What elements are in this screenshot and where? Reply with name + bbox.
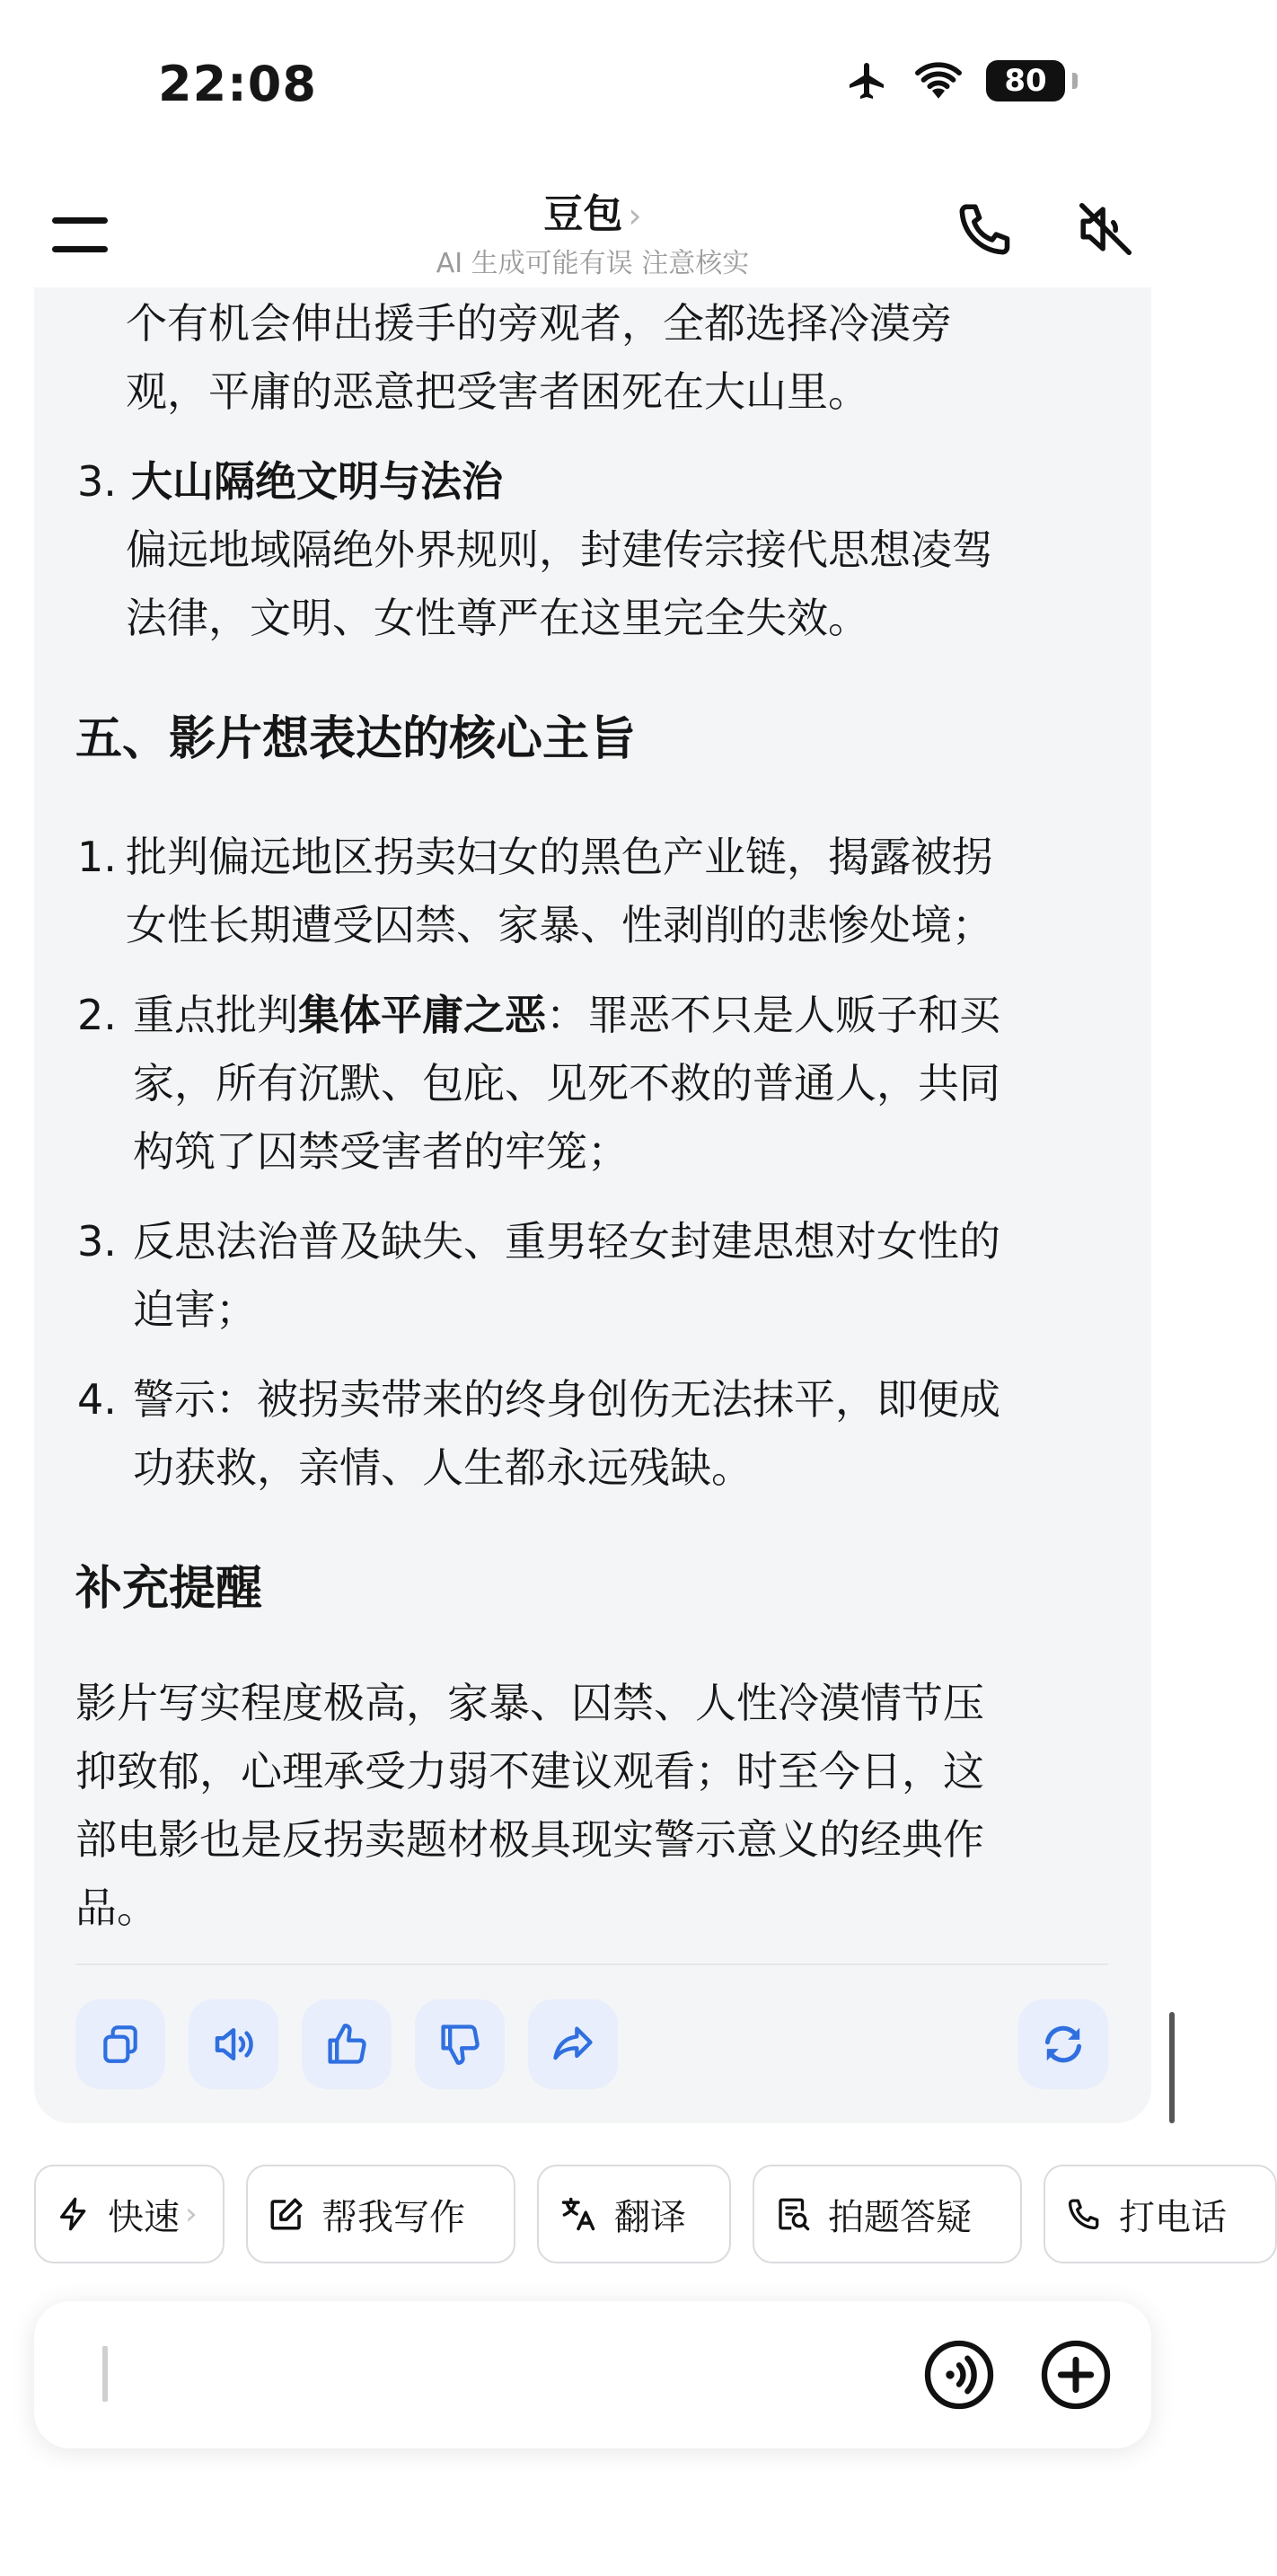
airplane-icon — [844, 59, 891, 102]
quick-actions-bar — [34, 2165, 1227, 2267]
lightning-icon — [56, 2194, 92, 2234]
chip-label: 打电话 — [1119, 2196, 1227, 2238]
answer-text-line — [133, 988, 1000, 1042]
chat-header — [0, 171, 1185, 287]
section-heading: 五、影片想表达的核心主旨 — [75, 712, 637, 766]
chip-quick-mode[interactable] — [34, 2165, 225, 2263]
share-button[interactable] — [528, 1999, 618, 2089]
text-span: ：罪恶不只是人贩子和买 — [546, 991, 1000, 1039]
answer-text-line: 构筑了囚禁受害者的牢笼； — [133, 1127, 629, 1176]
wifi-icon — [914, 61, 963, 101]
answer-text-line: 家，所有沉默、包庇、见死不救的普通人，共同 — [133, 1059, 1000, 1107]
regenerate-button[interactable] — [1018, 1999, 1108, 2089]
message-input-bar[interactable] — [34, 2301, 1151, 2448]
answer-text-line: 反思法治普及缺失、重男轻女封建思想对女性的 — [133, 1217, 1000, 1266]
chip-photo-question[interactable] — [753, 2165, 1022, 2263]
phone-call-icon[interactable] — [954, 198, 1017, 260]
text-cursor — [102, 2346, 108, 2402]
scrollbar[interactable] — [1169, 2012, 1175, 2123]
battery-level: 80 — [986, 60, 1065, 101]
translate-icon — [559, 2194, 598, 2234]
chip-label: 快速 — [108, 2196, 180, 2238]
answer-text-line: 女性长期遭受囚禁、家暴、性剥削的悲惨处境； — [126, 901, 993, 949]
list-number: 1. — [77, 833, 117, 881]
like-button[interactable] — [302, 1999, 392, 2089]
answer-text-line: 批判偏远地区拐卖妇女的黑色产业链，揭露被拐 — [126, 833, 993, 881]
battery-icon — [986, 60, 1069, 101]
answer-text-line: 部电影也是反拐卖题材极具现实警示意义的经典作 — [75, 1815, 984, 1864]
voice-input-icon[interactable] — [923, 2339, 995, 2411]
chip-translate[interactable] — [537, 2165, 731, 2263]
thumbs-down-icon — [436, 2021, 483, 2068]
status-icons — [844, 59, 1069, 102]
answer-text-line: 抑致郁，心理承受力弱不建议观看；时至今日，这 — [75, 1747, 984, 1795]
answer-text-line: 法律，文明、女性尊严在这里完全失效。 — [126, 594, 869, 642]
list-number: 4. — [77, 1375, 117, 1424]
chevron-right-icon: › — [185, 2196, 198, 2232]
answer-card — [34, 269, 1151, 2123]
list-item-title: 大山隔绝文明与法治 — [131, 457, 503, 506]
edit-icon — [268, 2195, 305, 2233]
read-aloud-button[interactable] — [189, 1999, 278, 2089]
copy-icon — [98, 2022, 143, 2067]
list-number: 2. — [77, 991, 117, 1039]
answer-text-line: 警示：被拐卖带来的终身创伤无法抹平，即便成 — [133, 1375, 1000, 1424]
divider — [75, 1963, 1108, 1965]
scan-question-icon — [774, 2194, 812, 2234]
status-bar — [0, 0, 1185, 171]
chip-label: 翻译 — [614, 2196, 686, 2238]
chip-label: 帮我写作 — [321, 2196, 465, 2238]
list-number: 3. — [77, 457, 117, 506]
chevron-right-icon: › — [628, 196, 642, 235]
answer-text-line: 观，平庸的恶意把受害者困死在大山里。 — [126, 367, 869, 416]
copy-button[interactable] — [75, 1999, 165, 2089]
text-span: 重点批判 — [133, 991, 298, 1039]
chip-help-me-write[interactable] — [246, 2165, 515, 2263]
chat-title-text: 豆包 — [543, 191, 623, 237]
section-heading: 补充提醒 — [75, 1562, 263, 1616]
thumbs-up-icon — [323, 2021, 370, 2068]
answer-text-line: 偏远地域隔绝外界规则，封建传宗接代思想凌驾 — [126, 525, 993, 574]
ai-disclaimer: AI 生成可能有误 注意核实 — [436, 248, 750, 279]
answer-text-line: 个有机会伸出援手的旁观者，全都选择冷漠旁 — [126, 299, 952, 348]
bold-emphasis: 集体平庸之恶 — [298, 991, 546, 1039]
status-time: 22:08 — [158, 56, 317, 112]
speaker-icon — [209, 2020, 258, 2069]
plus-icon[interactable] — [1040, 2339, 1112, 2411]
answer-text-line: 品。 — [75, 1883, 158, 1932]
chip-label: 拍题答疑 — [828, 2196, 972, 2238]
speaker-mute-icon[interactable] — [1074, 198, 1137, 260]
regenerate-icon — [1038, 2019, 1088, 2069]
share-icon — [550, 2021, 596, 2068]
answer-text-line: 影片写实程度极高，家暴、囚禁、人性冷漠情节压 — [75, 1679, 984, 1727]
list-number: 3. — [77, 1217, 117, 1266]
chip-make-call[interactable] — [1044, 2165, 1277, 2263]
phone-icon — [1065, 2195, 1103, 2233]
dislike-button[interactable] — [415, 1999, 505, 2089]
answer-text-line: 功获救，亲情、人生都永远残缺。 — [133, 1443, 753, 1492]
answer-text-line: 迫害； — [133, 1285, 257, 1334]
